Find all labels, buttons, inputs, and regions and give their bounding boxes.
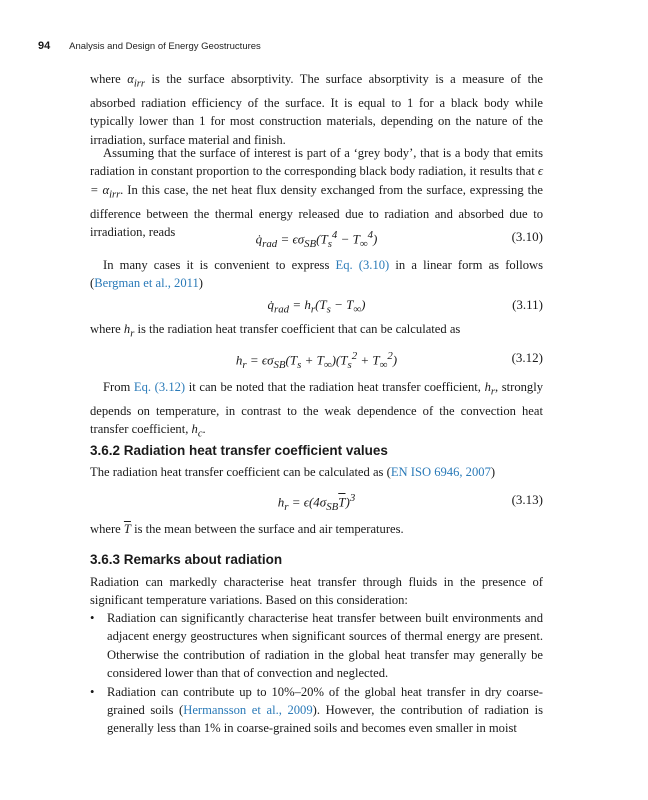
paragraph-en-iso: The radiation heat transfer coefficient can be calculated as (EN ISO 6946, 2007) [90, 465, 496, 479]
equation-number: (3.10) [511, 229, 543, 244]
running-title: Analysis and Design of Energy Geostructures [69, 41, 261, 52]
list-item: • Radiation can significantly characterise heat transfer between built environments and adjacent energy geostructures when significant sources of thermal energy are present. Otherwise the contribution of radiation in the global heat transfer may generally be considered lower than that of convection and neglected. [90, 609, 543, 683]
citation-link[interactable]: Bergman et al., 2011 [94, 276, 199, 291]
list-item: • Radiation can contribute up to 10%–20% of the global heat transfer in dry coarse-grained soils (Hermansson et al., 2009). However, the contribution of radiation is generally less than 1% in coarse-grained soils and becomes even smaller in moist [90, 683, 543, 738]
equation-link[interactable]: Eq. (3.10) [335, 258, 390, 272]
equation-3-11 [90, 297, 543, 317]
bullet-list [90, 609, 543, 738]
equation-3-13-formula: $h_r = \epsilon(4\sigma_{SB}\overline{T})^3$ [277, 492, 356, 513]
equation-number: (3.12) [511, 350, 543, 365]
equation-number: (3.11) [512, 297, 543, 312]
equation-3-10 [90, 229, 543, 249]
section-heading-3-6-2: 3.6.2 Radiation heat transfer coefficient values [90, 443, 388, 458]
equation-3-10-formula: $q̇_{rad} = \epsilon\sigma_{SB}(T_s^4 - T_\infty^4)$ [255, 229, 378, 250]
running-header [38, 40, 261, 52]
equation-link[interactable]: Eq. (3.12) [133, 380, 186, 394]
equation-number: (3.13) [511, 492, 543, 507]
page-number: 94 [38, 40, 51, 52]
paragraph-mean-temperature: where $\overline{T}$ is the mean between the surface and air temperatures. [90, 522, 404, 536]
paragraph-remarks: Radiation can markedly characterise heat transfer through fluids in the presence of significant temperature variations. Based on this consideration: [90, 575, 543, 608]
equation-3-12 [90, 350, 543, 370]
paragraph-linear-form: In many cases it is convenient to express Eq. (3.10) in a linear form as follows (Bergman et al., 2011) [90, 258, 543, 291]
citation-link[interactable]: EN ISO 6946, 2007 [390, 465, 491, 479]
equation-3-13 [90, 492, 543, 512]
paragraph-absorptivity: where $\alpha_{irr}$ is the surface absorptivity. The surface absorptivity is a measure of the absorbed radiation efficiency of the surface. It is equal to 1 for a black body while typically lower than 1 for most construction materials, depending on the nature of the irradiation, surface material and finish. [90, 72, 543, 147]
equation-3-12-formula: $h_r = \epsilon\sigma_{SB}(T_s + T_\infty)(T_s^2 + T_\infty^2)$ [235, 350, 398, 371]
citation-link[interactable]: Hermansson et al., 2009 [183, 703, 313, 718]
paragraph-grey-body: Assuming that the surface of interest is part of a ‘grey body’, that is a body that emits radiation in constant proportion to the corresponding black body radiation, it results that $\epsilon = \alpha_{irr}$. In this case, the net heat flux density exchanged from the surface, expressing the difference between the thermal energy released due to radiation and absorbed due to irradiation, reads [90, 146, 543, 240]
paragraph-temperature-dependence: From Eq. (3.12) it can be noted that the radiation heat transfer coefficient, $h_r$, strongly depends on temperature, in contrast to the weak dependence of the convection heat transfer coefficient, $h_c$. [90, 380, 544, 440]
equation-3-11-formula: $q̇_{rad} = h_r(T_s - T_\infty)$ [267, 297, 366, 316]
section-heading-3-6-3: 3.6.3 Remarks about radiation [90, 552, 283, 567]
paragraph-hr-definition: where $h_r$ is the radiation heat transfer coefficient that can be calculated as [90, 322, 461, 340]
